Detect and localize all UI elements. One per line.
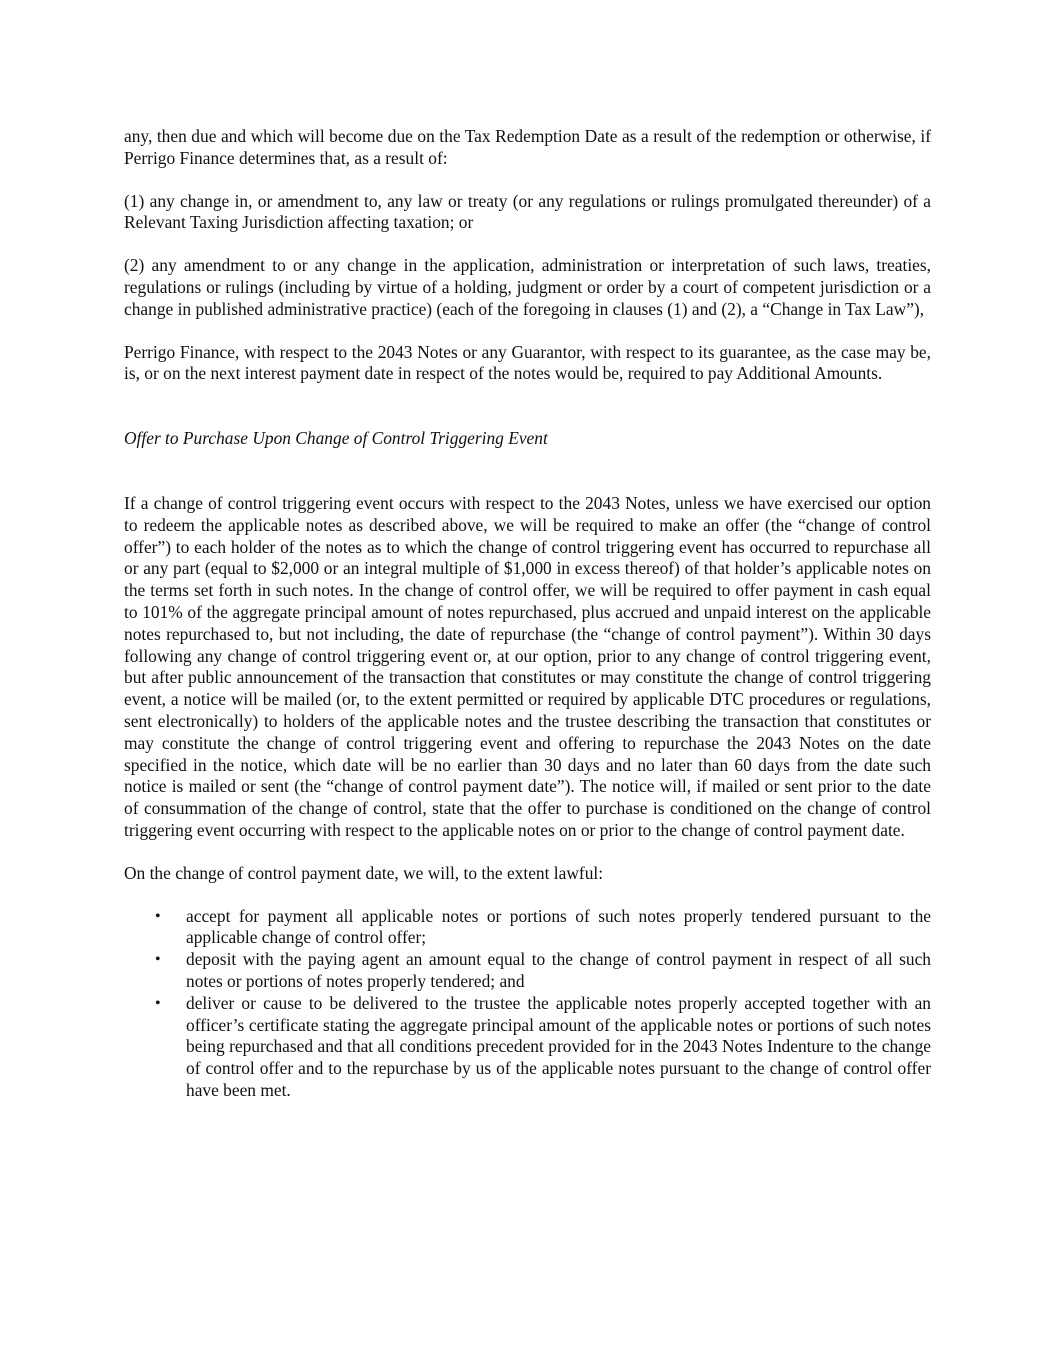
- list-item-text: deposit with the paying agent an amount equal to the change of control payment in respect of all such notes or portions of notes properly tendered; and: [186, 949, 931, 991]
- bullet-icon: •: [155, 951, 161, 969]
- bullet-list: [124, 906, 931, 1102]
- paragraph-payment-date-intro: On the change of control payment date, we will, to the extent lawful:: [124, 862, 604, 883]
- bullet-icon: •: [155, 994, 161, 1012]
- paragraph-change-of-control: If a change of control triggering event occurs with respect to the 2043 Notes, unless we have exercised our option to redeem the applicable notes as described above, we will be required to make an offer (the “change of control offer”) to each holder of the notes as to which the change of control triggering event has occurred to repurchase all or any part (equal to $2,000 or an integral multiple of $1,000 in excess thereof) of that holder’s applicable notes on the terms set forth in such notes. In the change of control offer, we will be required to offer payment in cash equal to 101% of the aggregate principal amount of notes repurchased, plus accrued and unpaid interest on the applicable notes repurchased to, but not including, the date of repurchase (the “change of control payment”). Within 30 days following any change of control triggering event or, at our option, prior to any change of control triggering event, but after public announcement of the transaction that constitutes or may constitute the change of control triggering event, a notice will be mailed (or, to the extent permitted or required by applicable DTC procedures or regulations, sent electronically) to holders of the applicable notes and the trustee describing the transaction that constitutes or may constitute the change of control triggering event and offering to repurchase the 2043 Notes on the date specified in the notice, which date will be no earlier than 30 days and no later than 60 days from the date such notice is mailed or sent (the “change of control payment date”). The notice will, if mailed or sent prior to the date of consummation of the change of control, state that the offer to purchase is conditioned on the change of control triggering event occurring with respect to the applicable notes on or prior to the change of control payment date.: [124, 492, 931, 840]
- paragraph-clause-1: (1) any change in, or amendment to, any law or treaty (or any regulations or rulings promulgated thereunder) of a Relevant Taxing Jurisdiction affecting taxation; or: [124, 190, 931, 233]
- list-item: [124, 993, 931, 1102]
- list-item-text: accept for payment all applicable notes or portions of such notes properly tendered pursuant to the applicable change of control offer;: [186, 905, 931, 948]
- bullet-icon: •: [155, 907, 161, 925]
- document-page: [124, 126, 931, 1102]
- paragraph-additional-amounts: Perrigo Finance, with respect to the 2043 Notes or any Guarantor, with respect to its guarantee, as the case may be, is, or on the next interest payment date in respect of the notes would be, required to pay Additional Amounts.: [124, 341, 931, 384]
- list-item: [124, 949, 931, 993]
- section-heading: Offer to Purchase Upon Change of Control Triggering Event: [124, 428, 548, 449]
- list-item: [124, 906, 931, 950]
- paragraph-tax-redemption-intro: any, then due and which will become due on the Tax Redemption Date as a result of the redemption or otherwise, if Perrigo Finance determines that, as a result of:: [124, 126, 931, 168]
- paragraph-clause-2: (2) any amendment to or any change in the application, administration or interpretation of such laws, treaties, regulations or rulings (including by virtue of a holding, judgment or order by a court of competent jurisdiction or a change in published administrative practice) (each of the foregoing in clauses (1) and (2), a “Change in Tax Law”),: [124, 255, 931, 319]
- list-item-text: deliver or cause to be delivered to the trustee the applicable notes properly accepted together with an officer’s certificate stating the aggregate principal amount of the applicable notes or portions of such notes being repurchased and that all conditions precedent provided for in the 2043 Notes Indenture to the change of control offer and to the repurchase by us of the applicable notes pursuant to the change of control offer have been met.: [186, 992, 931, 1100]
